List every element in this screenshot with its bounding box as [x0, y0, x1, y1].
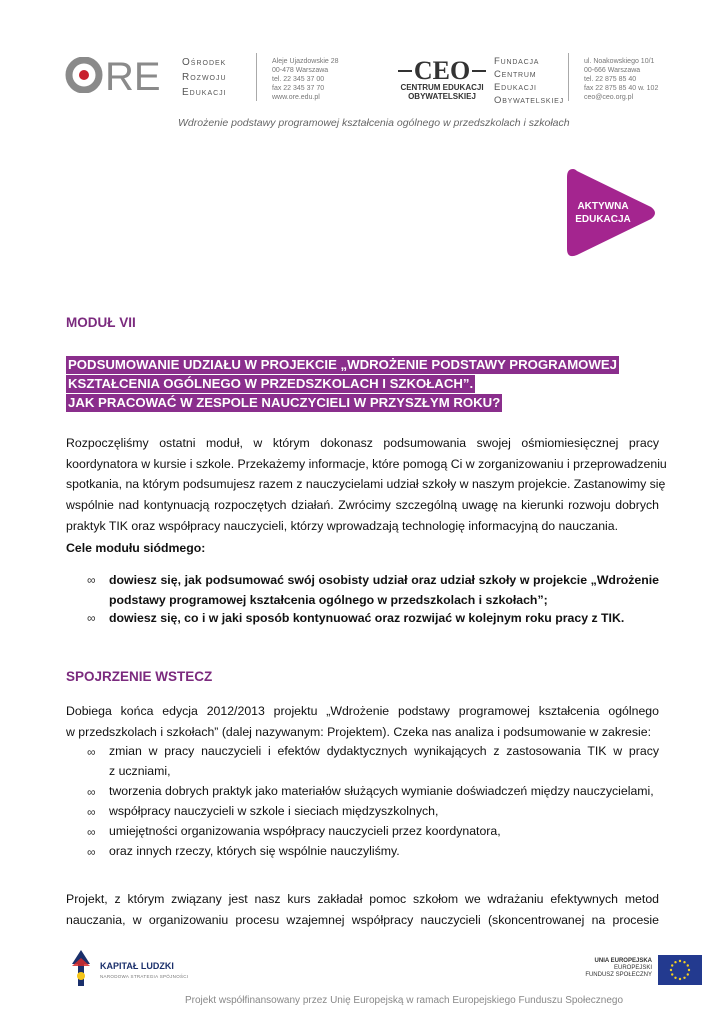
footer: [60, 950, 710, 1010]
svg-text:CENTRUM EDUKACJI: CENTRUM EDUKACJI: [400, 83, 484, 92]
module-title-line: JAK PRACOWAĆ W ZESPOLE NAUCZYCIELI W PRZYSZŁYM ROKU?: [68, 395, 501, 410]
kapital-ludzki-icon: [68, 950, 94, 986]
goal-item: dowiesz się, co i w jaki sposób kontynuować oraz rozwijać w kolejnym roku pracy z TIK.: [109, 611, 625, 625]
eu-star: [670, 969, 672, 971]
ore-address: Aleje Ujazdowskie 28 00-478 Warszawa tel. 22 345 37 00 fax 22 345 37 70 www.ore.edu.pl: [272, 58, 339, 101]
ore-name: Ośrodek Rozwoju Edukacji: [182, 57, 227, 98]
eu-star: [671, 964, 673, 966]
eu-label: UNIA EUROPEJSKA EUROPEJSKI FUNDUSZ SPOŁECZNY: [585, 958, 652, 978]
bullet-icon: ∞: [87, 745, 96, 759]
svg-text:EDUKACJA: EDUKACJA: [575, 214, 631, 225]
intro-paragraph: Rozpoczęliśmy ostatni moduł, w którym dokonasz podsumowania swojej ośmiomiesięcznej pracy koordynatora w kursie i szkole. Przekażemy informacje, które pomogą Ci w zorganizowaniu i przeprowadzeniu spotkania, na którym podsumujesz razem z nauczycielami udział szkoły w naszym projekcie. Zastanowimy się wspólnie nad kontynuacją rozpoczętych działań. Zwrócimy szczególną uwagę na kierunki rozwoju dobrych praktyk TIK oraz współpracy nauczycieli, którzy wprowadzają technologię informacyjną do nauczania.: [66, 436, 667, 533]
svg-text:AKTYWNA: AKTYWNA: [577, 201, 629, 212]
bullet-icon: ∞: [87, 573, 96, 587]
eu-star: [674, 961, 676, 963]
svg-text:RE: RE: [105, 57, 161, 93]
retro-item: oraz innych rzeczy, których się wspólnie nauczyliśmy.: [109, 844, 400, 858]
eu-star: [687, 973, 689, 975]
retro-item: umiejętności organizowania współpracy nauczycieli przez koordynatora,: [109, 824, 501, 838]
eu-star: [679, 978, 681, 980]
bullet-icon: ∞: [87, 805, 96, 819]
module-title-line: PODSUMOWANIE UDZIAŁU W PROJEKCIE „WDROŻENIE PODSTAWY PROGRAMOWEJ: [68, 357, 618, 372]
bullet-icon: ∞: [87, 845, 96, 859]
aktywna-edukacja-logo: [567, 165, 657, 261]
eu-star: [683, 977, 685, 979]
eu-star: [683, 961, 685, 963]
retro-intro: Dobiega końca edycja 2012/2013 projektu „Wdrożenie podstawy programowej kształcenia ogólnego w przedszkolach i szkołach” (dalej nazywanym: Projektem). Czeka nas analiza i podsumowanie w zakresie:: [66, 704, 659, 739]
bullet-icon: ∞: [87, 611, 96, 625]
project-subtitle: Wdrożenie podstawy programowej kształcenia ogólnego w przedszkolach i szkołach: [178, 117, 570, 129]
ceo-name: Fundacja Centrum Edukacji Obywatelskiej: [494, 56, 564, 106]
ceo-logo: [398, 57, 486, 101]
retro-item: tworzenia dobrych praktyk jako materiałów służących wymianie doświadczeń między nauczycielami,: [109, 784, 654, 798]
module-title-line: KSZTAŁCENIA OGÓLNEGO W PRZEDSZKOLACH I SZKOŁACH”.: [68, 376, 474, 391]
goal-item: dowiesz się, jak podsumować swój osobisty udział oraz udział szkoły w projekcie „Wdrożenie podstawy programowej kształcenia ogólnego w przedszkolach i szkołach”;: [109, 573, 659, 607]
ceo-address: ul. Noakowskiego 10/1 00-666 Warszawa tel. 22 875 85 40 fax 22 875 85 40 w. 102 ceo@ceo.org.pl: [584, 58, 659, 101]
footer-note: Projekt współfinansowany przez Unię Europejską w ramach Europejskiego Funduszu Społecznego: [185, 995, 624, 1006]
eu-flag-icon: [658, 955, 702, 985]
eu-star: [679, 960, 681, 962]
retro-item: zmian w pracy nauczycieli i efektów dydaktycznych wynikających z zastosowania TIK w pracy z uczniami,: [109, 744, 659, 778]
bullet-icon: ∞: [87, 825, 96, 839]
ore-logo: [64, 57, 174, 93]
module-label: MODUŁ VII: [66, 315, 136, 330]
closing-paragraph: Projekt, z którym związany jest nasz kurs zakładał pomoc szkołom we wdrażaniu efektywnych metod nauczania, w organizowaniu procesu wzajemnej współpracy nauczycieli (skoncentrowanej na procesie: [66, 892, 659, 927]
eu-star: [671, 973, 673, 975]
retro-item: współpracy nauczycieli w szkole i sieciach międzyszkolnych,: [109, 804, 439, 818]
letterhead: [60, 45, 660, 135]
eu-star: [687, 964, 689, 966]
svg-text:CEO: CEO: [413, 57, 471, 85]
svg-text:OBYWATELSKIEJ: OBYWATELSKIEJ: [408, 92, 476, 101]
eu-star: [674, 977, 676, 979]
goals-heading: Cele modułu siódmego:: [66, 541, 206, 555]
kapital-ludzki-sub: NARODOWA STRATEGIA SPÓJNOŚCI: [100, 974, 189, 979]
section-heading: SPOJRZENIE WSTECZ: [66, 669, 213, 684]
eu-star: [688, 969, 690, 971]
bullet-icon: ∞: [87, 785, 96, 799]
kapital-ludzki-title: KAPITAŁ LUDZKI: [100, 961, 174, 971]
